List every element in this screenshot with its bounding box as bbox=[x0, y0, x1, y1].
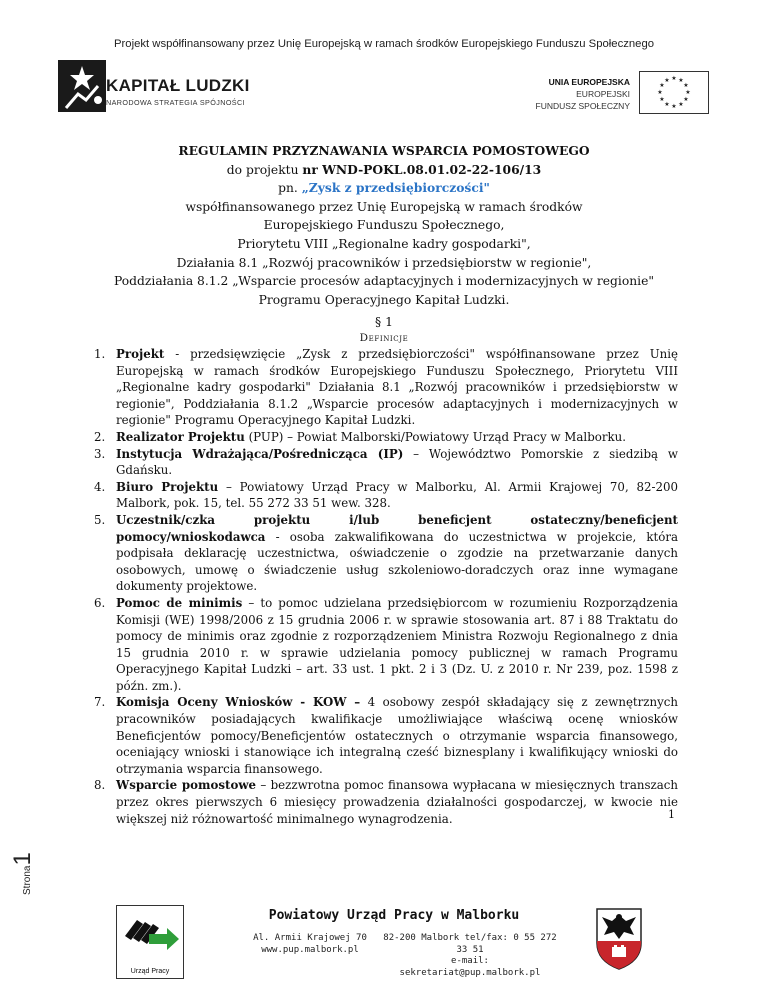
page-number: 1 bbox=[668, 808, 675, 821]
header-line: Europejskiego Funduszu Społecznego, bbox=[263, 218, 505, 233]
definition-item: 4. Biuro Projektu – Powiatowy Urząd Pracy w Malborku, Al. Armii Krajowej 70, 82-200 Malbork, pok. 15, tel. 55 272 33 51 wew. 328. bbox=[94, 479, 678, 511]
footer-phone: 82-200 Malbork tel/fax: 0 55 272 33 51 bbox=[383, 933, 557, 955]
definition-term: Realizator Projektu bbox=[116, 429, 245, 444]
definition-item: 5. Uczestnik/czka projektu i/lub beneficjent ostateczny/beneficjent pomocy/wnioskodawca - osoba zakwalifikowana do uczestnictwa w projekcie, która podpisała deklarację uczestnictwa, oświadczenie o zgodzie na przetwarzanie danych osobowych, umowę o świadczenie usług szkoleniowo-doradczych oraz inne wymagane dokumenty projektowe. bbox=[94, 512, 678, 594]
header-line: Priorytetu VIII „Regionalne kadry gospodarki", bbox=[237, 236, 531, 251]
header-line: Programu Operacyjnego Kapitał Ludzki. bbox=[258, 292, 510, 307]
definition-item: 1. Projekt - przedsięwzięcie „Zysk z przedsiębiorczości" współfinansowane przez Unię Europejską w ramach środków Europejskiego Funduszu Społecznego, Priorytetu VIII „Regionalne kadry gospodarki" Działania 8.1 „Rozwój pracowników i przedsiębiorstw w regionie", Poddziałania 8.1.2 „Wsparcie procesów adaptacyjnych i modernizacyjnych w regionie" Programu Operacyjnego Kapitał Ludzki. bbox=[94, 347, 678, 428]
side-page-label bbox=[9, 815, 37, 895]
footer-website: www.pup.malbork.pl bbox=[261, 944, 359, 955]
definition-item: 7. Komisja Oceny Wniosków - KOW – 4 osobowy zespół składający się z zewnętrznych pracowników posiadających kwalifikacje umożliwiające właściwą ocenę wniosków Beneficjentów pomocy/Beneficjentów ostatecznych o otrzymanie wsparcia finansowego, oceniający wnioski i stanowiące ich integralną cześć biznesplany i kwalifikujący wnioski do otrzymania wsparcia finansowego. bbox=[94, 695, 678, 776]
footer-street: Al. Armii Krajowej 70 bbox=[253, 933, 367, 943]
kapital-ludzki-logo-icon bbox=[58, 60, 106, 112]
header-line: współfinansowanego przez Unię Europejską w ramach środków bbox=[185, 199, 583, 214]
project-name-line: pn. „Zysk z przedsiębiorczości" bbox=[278, 180, 490, 196]
definition-item: 8. Wsparcie pomostowe – bezzwrotna pomoc finansowa wypłacana w miesięcznych transzach przez okres pierwszych 6 miesięcy prowadzenia działalności gospodarczej, w kwocie nie większej niż różnowartość minimalnego wynagrodzenia. bbox=[94, 778, 678, 826]
eu-line1: UNIA EUROPEJSKA bbox=[548, 77, 630, 87]
svg-text:★: ★ bbox=[659, 82, 665, 89]
definition-text: 4 osobowy zespół składający się z zewnętrznych pracowników posiadających kwalifikacje umożliwiające właściwą ocenę wniosków Beneficjentów pomocy/Beneficjentów ostatecznych o otrzymanie wsparcia finansowego, oceniający wnioski i stanowiące ich integralną cześć biznesplany i kwalifikujący wnioski do otrzymania wsparcia finansowego. bbox=[116, 695, 678, 776]
definition-item: 6. Pomoc de minimis – to pomoc udzielana przedsiębiorcom w rozumieniu Rozporządzenia Komisji (WE) 1998/2006 z 15 grudnia 2006 r. w sprawie stosowania art. 87 i 88 Traktatu do pomocy de minimis oraz zgodnie z rozporządzeniem Ministra Rozwoju Regionalnego z dnia 15 grudnia 2010 r. w sprawie udzielania pomocy publicznej w ramach Programu Operacyjnego Kapitał Ludzki – art. 33 ust. 1 pkt. 2 i 3 (Dz. U. z 2010 r. Nr 239, poz. 1598 z późn. zm.). bbox=[94, 595, 678, 693]
svg-text:★: ★ bbox=[678, 77, 684, 84]
definition-text: - przedsięwzięcie „Zysk z przedsiębiorczości" współfinansowane przez Unię Europejską w ramach środków Europejskiego Funduszu Społecznego, Priorytetu VIII „Regionalne kadry gospodarki" Działania 8.1 „Rozwój pracowników i przedsiębiorstw w regionie", Poddziałania 8.1.2 „Wsparcie procesów adaptacyjnych i modernizacyjnych w regionie" Programu Operacyjnego Kapitał Ludzki. bbox=[116, 347, 678, 428]
svg-text:★: ★ bbox=[659, 96, 665, 103]
svg-text:★: ★ bbox=[671, 103, 677, 110]
svg-text:★: ★ bbox=[657, 89, 663, 96]
header-line: Poddziałania 8.1.2 „Wsparcie procesów adaptacyjnych i modernizacyjnych w regionie" bbox=[113, 274, 655, 289]
definition-term: Instytucja Wdrażająca/Pośrednicząca (IP) bbox=[116, 446, 404, 461]
definition-text: – Powiatowy Urząd Pracy w Malborku, Al. Armii Krajowej 70, 82-200 Malbork, pok. 15, tel. 55 272 33 51 wew. 328. bbox=[116, 479, 678, 511]
header-line: Działania 8.1 „Rozwój pracowników i przedsiębiorstw w regionie", bbox=[176, 255, 592, 270]
pup-logo-caption: Urząd Pracy bbox=[130, 968, 170, 975]
definition-item: 2. Realizator Projektu (PUP) – Powiat Malborski/Powiatowy Urząd Pracy w Malborku. bbox=[94, 429, 626, 444]
svg-text:★: ★ bbox=[683, 96, 689, 103]
malbork-crest-icon bbox=[594, 905, 644, 971]
document-header bbox=[90, 142, 678, 309]
section-number: § 1 bbox=[375, 315, 393, 329]
definition-text: – bezzwrotna pomoc finansowa wypłacana w miesięcznych transzach przez okres pierwszych 6 miesięcy prowadzenia działalności gospodarczej, w kwocie nie większej niż różnowartość minimalnego wynagrodzenia. bbox=[116, 778, 678, 826]
svg-text:★: ★ bbox=[664, 77, 670, 84]
footer-title: Powiatowy Urząd Pracy w Malborku bbox=[268, 908, 520, 923]
definition-term: Projekt bbox=[116, 347, 165, 361]
definition-text: – Województwo Pomorskie z siedzibą w Gdańsku. bbox=[116, 446, 678, 478]
eu-line3: FUNDUSZ SPOŁECZNY bbox=[535, 101, 630, 111]
svg-text:★: ★ bbox=[683, 82, 689, 89]
section-title: Definicje bbox=[359, 332, 409, 344]
project-number-line: do projektu nr WND-POKL.08.01.02-22-106/13 bbox=[226, 161, 542, 177]
svg-text:★: ★ bbox=[685, 89, 691, 96]
definition-text: - osoba zakwalifikowana do uczestnictwa w projekcie, która podpisała deklarację uczestnictwa, oświadczenie o zgodzie na przetwarzanie danych osobowych, umowę o świadczenie usług szkoleniowo-doradczych oraz inne wymagane dokumenty projektowe. bbox=[116, 529, 678, 594]
kl-subtitle: NARODOWA STRATEGIA SPÓJNOŚCI bbox=[106, 98, 245, 107]
pup-arrow-icon bbox=[117, 906, 182, 961]
side-page-number: 1 bbox=[9, 852, 36, 866]
kapital-ludzki-text bbox=[106, 76, 250, 107]
kl-title: KAPITAŁ LUDZKI bbox=[106, 76, 250, 95]
definition-item: 3. Instytucja Wdrażająca/Pośrednicząca (IP) – Województwo Pomorskie z siedzibą w Gdańsku. bbox=[94, 446, 678, 478]
definition-term: Biuro Projektu bbox=[116, 479, 219, 494]
side-page-word: Strona bbox=[22, 865, 33, 895]
svg-text:★: ★ bbox=[671, 75, 677, 82]
definition-term: Komisja Oceny Wniosków - KOW – bbox=[116, 695, 361, 710]
svg-text:★: ★ bbox=[678, 101, 684, 108]
footer-contact bbox=[380, 933, 560, 979]
eu-flag-icon bbox=[639, 71, 709, 114]
eu-label bbox=[490, 76, 630, 112]
top-funding-line: Projekt współfinansowany przez Unię Europejską w ramach środków Europejskiego Funduszu Społecznego bbox=[113, 38, 655, 50]
definition-term: Pomoc de minimis bbox=[116, 595, 243, 610]
footer-email: e-mail: sekretariat@pup.malbork.pl bbox=[399, 956, 541, 978]
footer-address bbox=[250, 933, 370, 956]
definition-term: Uczestnik/czka projektu i/lub beneficjent ostateczny/beneficjent pomocy/wnioskodawca bbox=[116, 512, 678, 544]
definition-text: – to pomoc udzielana przedsiębiorcom w rozumieniu Rozporządzenia Komisji (WE) 1998/2006 z 15 grudnia 2006 r. w sprawie stosowania art. 87 i 88 Traktatu do pomocy de minimis oraz zgodnie z rozporządzeniem Ministra Rozwoju Regionalnego z dnia 15 grudnia 2010 r. w sprawie udzielania pomocy publicznej w ramach Programu Operacyjnego Kapitał Ludzki – art. 33 ust. 1 pkt. 2 i 3 (Dz. U. z 2010 r. Nr 239, poz. 1598 z późn. zm.). bbox=[116, 595, 678, 693]
pup-logo bbox=[116, 905, 184, 979]
project-name: „Zysk z przedsiębiorczości" bbox=[301, 180, 490, 196]
document-title: REGULAMIN PRZYZNAWANIA WSPARCIA POMOSTOWEGO bbox=[178, 143, 590, 158]
definition-term: Wsparcie pomostowe bbox=[116, 778, 256, 793]
project-number: nr WND-POKL.08.01.02-22-106/13 bbox=[302, 161, 542, 177]
svg-text:★: ★ bbox=[664, 101, 670, 108]
definitions-list bbox=[90, 346, 678, 827]
definition-text: (PUP) – Powiat Malborski/Powiatowy Urząd Pracy w Malborku. bbox=[244, 429, 626, 444]
eu-line2: EUROPEJSKI bbox=[576, 89, 630, 99]
